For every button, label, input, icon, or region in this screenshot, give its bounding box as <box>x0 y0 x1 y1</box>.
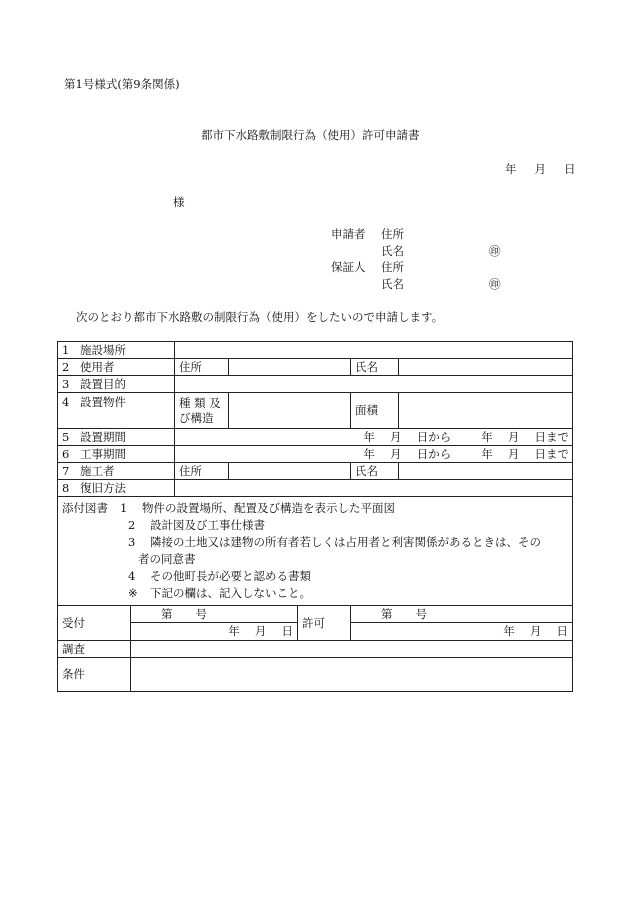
date-month: 月 <box>534 162 546 176</box>
label-contractor: 7 施工者 <box>58 463 175 480</box>
intro-text: 次のとおり都市下水路敷の制限行為（使用）をしたいので申請します。 <box>76 310 444 324</box>
row-conditions <box>58 658 573 692</box>
installation-period-from: 年 月 日から <box>363 429 452 444</box>
user-address-field[interactable] <box>229 359 351 376</box>
construction-period-to: 年 月 日まで <box>481 446 570 461</box>
survey-field[interactable] <box>131 641 573 658</box>
conditions-label: 条件 <box>58 658 131 692</box>
user-name-label: 氏名 <box>351 359 399 376</box>
label-user: 2 使用者 <box>58 359 175 376</box>
receipt-field[interactable] <box>131 606 298 641</box>
row-attachments <box>58 497 573 606</box>
attachments-cell <box>58 497 573 606</box>
kind-structure-field[interactable] <box>229 393 351 429</box>
guarantor-role: 保証人 <box>331 260 366 274</box>
application-table <box>57 341 573 692</box>
area-label: 面積 <box>351 393 399 429</box>
applicant-seal: ㊞ <box>489 244 501 258</box>
row-purpose <box>58 376 573 393</box>
permit-date: 年 月 日 <box>503 624 569 638</box>
attachment-line-1: 添付図書 1 物件の設置場所、配置及び構造を表示した平面図 <box>62 501 395 515</box>
contractor-name-label: 氏名 <box>351 463 399 480</box>
attachments-label: 添付図書 <box>62 501 108 515</box>
installation-period-to: 年 月 日まで <box>481 429 570 444</box>
label-facility-location: 1 施設場所 <box>58 342 175 359</box>
permit-label: 許可 <box>298 606 351 641</box>
kind-structure-label <box>175 393 229 429</box>
label-installation-object: 4 設置物件 <box>58 393 175 429</box>
date-day: 日 <box>564 162 576 176</box>
row-user <box>58 359 573 376</box>
area-field[interactable] <box>399 393 573 429</box>
guarantor-address-label: 住所 <box>381 260 404 274</box>
construction-period-from: 年 月 日から <box>363 446 452 461</box>
user-name-field[interactable] <box>399 359 573 376</box>
form-number: 第1号様式(第9条関係) <box>64 77 180 91</box>
guarantor-seal: ㊞ <box>489 277 501 291</box>
label-installation-period: 5 設置期間 <box>58 429 175 446</box>
applicant-address-label: 住所 <box>381 227 404 241</box>
survey-label: 調査 <box>58 641 131 658</box>
date-year: 年 <box>505 162 517 176</box>
kind-structure-line1: 種 類 及 <box>179 396 221 411</box>
row-restoration-method <box>58 480 573 497</box>
receipt-date: 年 月 日 <box>228 624 293 638</box>
guarantor-name-label: 氏名 <box>381 277 404 291</box>
applicant-name-label: 氏名 <box>381 244 404 258</box>
installation-period-field[interactable] <box>175 429 573 446</box>
purpose-field[interactable] <box>175 376 573 393</box>
conditions-field[interactable] <box>131 658 573 692</box>
contractor-address-field[interactable] <box>229 463 351 480</box>
applicant-role: 申請者 <box>331 227 366 241</box>
row-facility-location <box>58 342 573 359</box>
permit-field[interactable] <box>351 606 573 641</box>
receipt-number: 第 号 <box>131 606 297 623</box>
row-construction-period <box>58 446 573 463</box>
contractor-address-label: 住所 <box>175 463 229 480</box>
date-line <box>505 164 576 176</box>
permit-number: 第 号 <box>351 606 572 623</box>
attachment-line-4: 者の同意書 <box>138 552 196 566</box>
label-restoration-method: 8 復旧方法 <box>58 480 175 497</box>
contractor-name-field[interactable] <box>399 463 573 480</box>
receipt-label: 受付 <box>58 606 131 641</box>
page-title: 都市下水路敷制限行為（使用）許可申請書 <box>201 128 420 142</box>
restoration-method-field[interactable] <box>175 480 573 497</box>
row-survey <box>58 641 573 658</box>
attachment-line-5: 4 その他町長が必要と認める書類 <box>128 569 311 583</box>
addressee-suffix: 様 <box>173 195 185 209</box>
row-installation-period <box>58 429 573 446</box>
label-construction-period: 6 工事期間 <box>58 446 175 463</box>
facility-location-field[interactable] <box>175 342 573 359</box>
label-purpose: 3 設置目的 <box>58 376 175 393</box>
row-receipt-permit <box>58 606 573 641</box>
attachment-line-6: ※ 下記の欄は、記入しないこと。 <box>128 586 311 600</box>
kind-structure-line2: び構造 <box>179 410 214 425</box>
user-address-label: 住所 <box>175 359 229 376</box>
attachment-line-2: 2 設計図及び工事仕様書 <box>128 518 265 532</box>
construction-period-field[interactable] <box>175 446 573 463</box>
attachment-line-3: 3 隣接の土地又は建物の所有者若しくは占用者と利害関係があるときは、その <box>128 535 541 549</box>
row-contractor <box>58 463 573 480</box>
row-installation-object <box>58 393 573 429</box>
